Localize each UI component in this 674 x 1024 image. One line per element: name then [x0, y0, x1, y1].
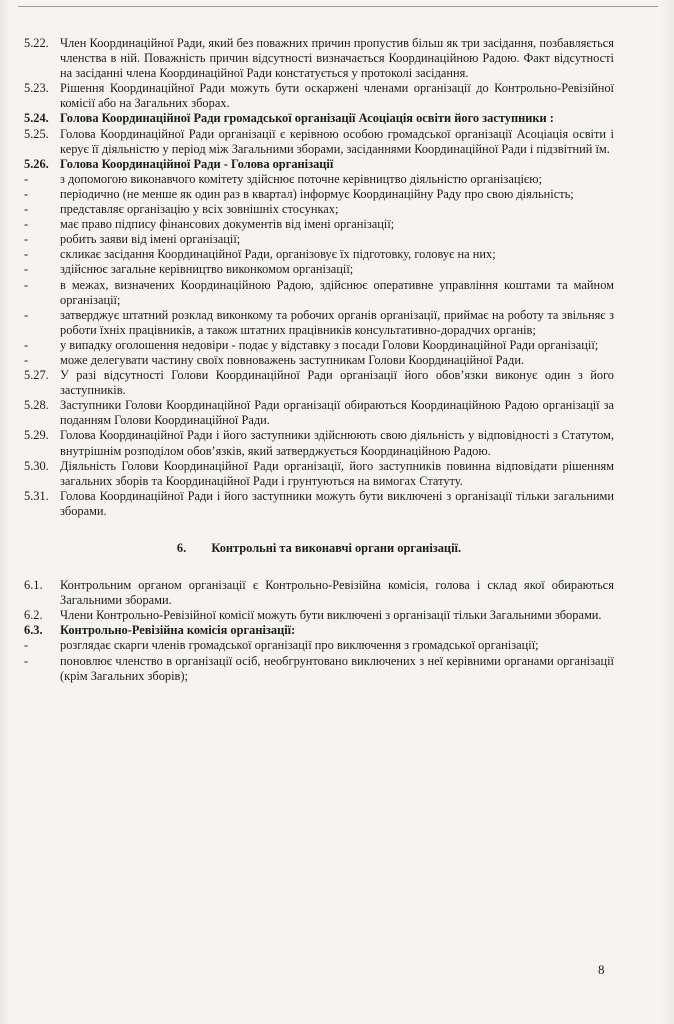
- bullet-text: має право підпису фінансових документів від імені організації;: [60, 217, 395, 232]
- section-6-3-duties: [24, 638, 614, 683]
- paragraph-number: 5.31.: [24, 488, 49, 503]
- numbered-paragraph: [24, 157, 614, 172]
- paragraph-text: Діяльність Голови Координаційної Ради організації, його заступників повинна відповідати рішенням загальних зборів та Координаційної Ради і грунтуються на вимогах Статуту.: [60, 458, 614, 488]
- paragraph-number: 6.1.: [24, 578, 43, 593]
- paragraph-text: Контрольним органом організації є Контрольно-Ревізійна комісія, голова і склад якої обираються Загальними зборами.: [60, 578, 614, 608]
- dash-bullet-icon: -: [24, 638, 29, 653]
- dash-bullet-icon: -: [24, 262, 29, 277]
- bullet-text: затверджує штатний розклад виконкому та робочих органів організації, приймає на роботу та звільняє з роботи їхніх працівників, а також штатних працівників консультативно-дорадчих органів;: [60, 307, 614, 337]
- paragraph-number: 5.24.: [24, 111, 49, 126]
- section-6-items: [24, 578, 614, 638]
- numbered-paragraph: [24, 489, 614, 519]
- numbered-paragraph: [24, 608, 614, 623]
- bullet-text: скликає засідання Координаційної Ради, організовує їх підготовку, головує на них;: [60, 247, 496, 262]
- numbered-paragraph: [24, 428, 614, 458]
- paragraph-number: 6.3.: [24, 623, 43, 638]
- numbered-paragraph: [24, 111, 614, 126]
- bullet-item: [24, 187, 614, 202]
- dash-bullet-icon: -: [24, 202, 29, 217]
- bullet-text: з допомогою виконавчого комітету здійснює поточне керівництво діяльністю організацією;: [60, 171, 542, 186]
- section-5-items-a: [24, 36, 614, 172]
- bullet-item: [24, 172, 614, 187]
- dash-bullet-icon: -: [24, 653, 29, 668]
- section-5-items-b: [24, 368, 614, 519]
- paragraph-text: Голова Координаційної Ради і його заступники можуть бути виключені з організації тільки загальними зборами.: [60, 488, 614, 518]
- bullet-text: розглядає скарги членів громадської організації про виключення з громадської організації;: [60, 638, 539, 653]
- bullet-text: періодично (не менше як один раз в квартал) інформує Координаційну Раду про свою діяльність;: [60, 186, 574, 201]
- bullet-item: [24, 247, 614, 262]
- section-6-heading: [24, 541, 614, 556]
- numbered-paragraph: [24, 127, 614, 157]
- numbered-paragraph: [24, 398, 614, 428]
- bullet-item: [24, 654, 614, 684]
- paragraph-text: У разі відсутності Голови Координаційної Ради організації його обов’язки виконує один з його заступників.: [60, 368, 614, 398]
- dash-bullet-icon: -: [24, 186, 29, 201]
- paragraph-text: Рішення Координаційної Ради можуть бути оскаржені членами організації до Контрольно-Ревізійної комісії або на Загальних зборах.: [60, 81, 614, 111]
- bullet-text: представляє організацію у всіх зовнішніх стосунках;: [60, 202, 339, 217]
- section-number: 6.: [176, 541, 187, 555]
- paragraph-text: Члени Контрольно-Ревізійної комісії можуть бути виключені з організації тільки Загальними зборами.: [60, 608, 602, 623]
- paragraph-number: 5.27.: [24, 368, 49, 383]
- paragraph-text: Голова Координаційної Ради організації є керівною особою громадської організації Асоціація освіти і керує її діяльністю у період між Загальними зборами, засіданнями Координаційної Ради і підзвітний їм.: [60, 126, 614, 156]
- dash-bullet-icon: -: [24, 217, 29, 232]
- numbered-paragraph: [24, 36, 614, 81]
- dash-bullet-icon: -: [24, 232, 29, 247]
- page-number: 8: [598, 962, 605, 977]
- page-top-border: [18, 6, 658, 7]
- bullet-item: [24, 202, 614, 217]
- bullet-item: [24, 338, 614, 353]
- paragraph-text: Контрольно-Ревізійна комісія організації:: [60, 623, 296, 638]
- bullet-text: може делегувати частину своїх повноважень заступникам Голови Координаційної Ради.: [60, 352, 525, 367]
- numbered-paragraph: [24, 578, 614, 608]
- dash-bullet-icon: -: [24, 352, 29, 367]
- paragraph-text: Заступники Голови Координаційної Ради організації обираються Координаційною Радою організації за поданням Голови Координаційної Ради.: [60, 398, 614, 428]
- dash-bullet-icon: -: [24, 337, 29, 352]
- paragraph-number: 5.23.: [24, 81, 49, 96]
- paragraph-number: 5.25.: [24, 126, 49, 141]
- paragraph-number: 5.29.: [24, 428, 49, 443]
- bullet-item: [24, 353, 614, 368]
- document-body: [24, 36, 614, 684]
- section-title: Контрольні та виконавчі органи організації.: [211, 541, 462, 555]
- paragraph-text: Голова Координаційної Ради - Голова організації: [60, 156, 334, 171]
- section-5-26-duties: [24, 172, 614, 368]
- paragraph-text: Голова Координаційної Ради громадської організації Асоціація освіти його заступники :: [60, 111, 554, 126]
- bullet-text: робить заяви від імені організації;: [60, 232, 241, 247]
- paragraph-number: 5.30.: [24, 458, 49, 473]
- dash-bullet-icon: -: [24, 277, 29, 292]
- paragraph-number: 5.22.: [24, 36, 49, 50]
- numbered-paragraph: [24, 459, 614, 489]
- paragraph-text: Член Координаційної Ради, який без поважних причин пропустив більш як три засідання, позбавляється членства в ній. Поважність причин відсутності визначається Координаційною Радою. Факт відсутності на засіданні члена Координаційної Ради констатується у протоколі засідання.: [60, 36, 614, 81]
- bullet-item: [24, 262, 614, 277]
- bullet-item: [24, 278, 614, 308]
- bullet-item: [24, 232, 614, 247]
- paragraph-number: 5.28.: [24, 398, 49, 413]
- bullet-text: в межах, визначених Координаційною Радою, здійснює оперативне управління коштами та майном організації;: [60, 277, 614, 307]
- paragraph-number: 5.26.: [24, 156, 49, 171]
- bullet-text: поновлює членство в організації осіб, необгрунтовано виключених з неї керівними органами організації (крім Загальних зборів);: [60, 653, 614, 683]
- numbered-paragraph: [24, 623, 614, 638]
- bullet-text: у випадку оголошення недовіри - подає у відставку з посади Голови Координаційної Ради організації;: [60, 337, 599, 352]
- numbered-paragraph: [24, 81, 614, 111]
- paragraph-number: 6.2.: [24, 608, 43, 623]
- dash-bullet-icon: -: [24, 247, 29, 262]
- numbered-paragraph: [24, 368, 614, 398]
- bullet-item: [24, 217, 614, 232]
- bullet-item: [24, 308, 614, 338]
- dash-bullet-icon: -: [24, 307, 29, 322]
- bullet-text: здійснює загальне керівництво виконкомом організації;: [60, 262, 354, 277]
- bullet-item: [24, 638, 614, 653]
- paragraph-text: Голова Координаційної Ради і його заступники здійснюють свою діяльність у відповідності з Статутом, внутрішнім розподілом обов’язків, який затверджується Координаційною Радою.: [60, 428, 614, 458]
- dash-bullet-icon: -: [24, 171, 29, 186]
